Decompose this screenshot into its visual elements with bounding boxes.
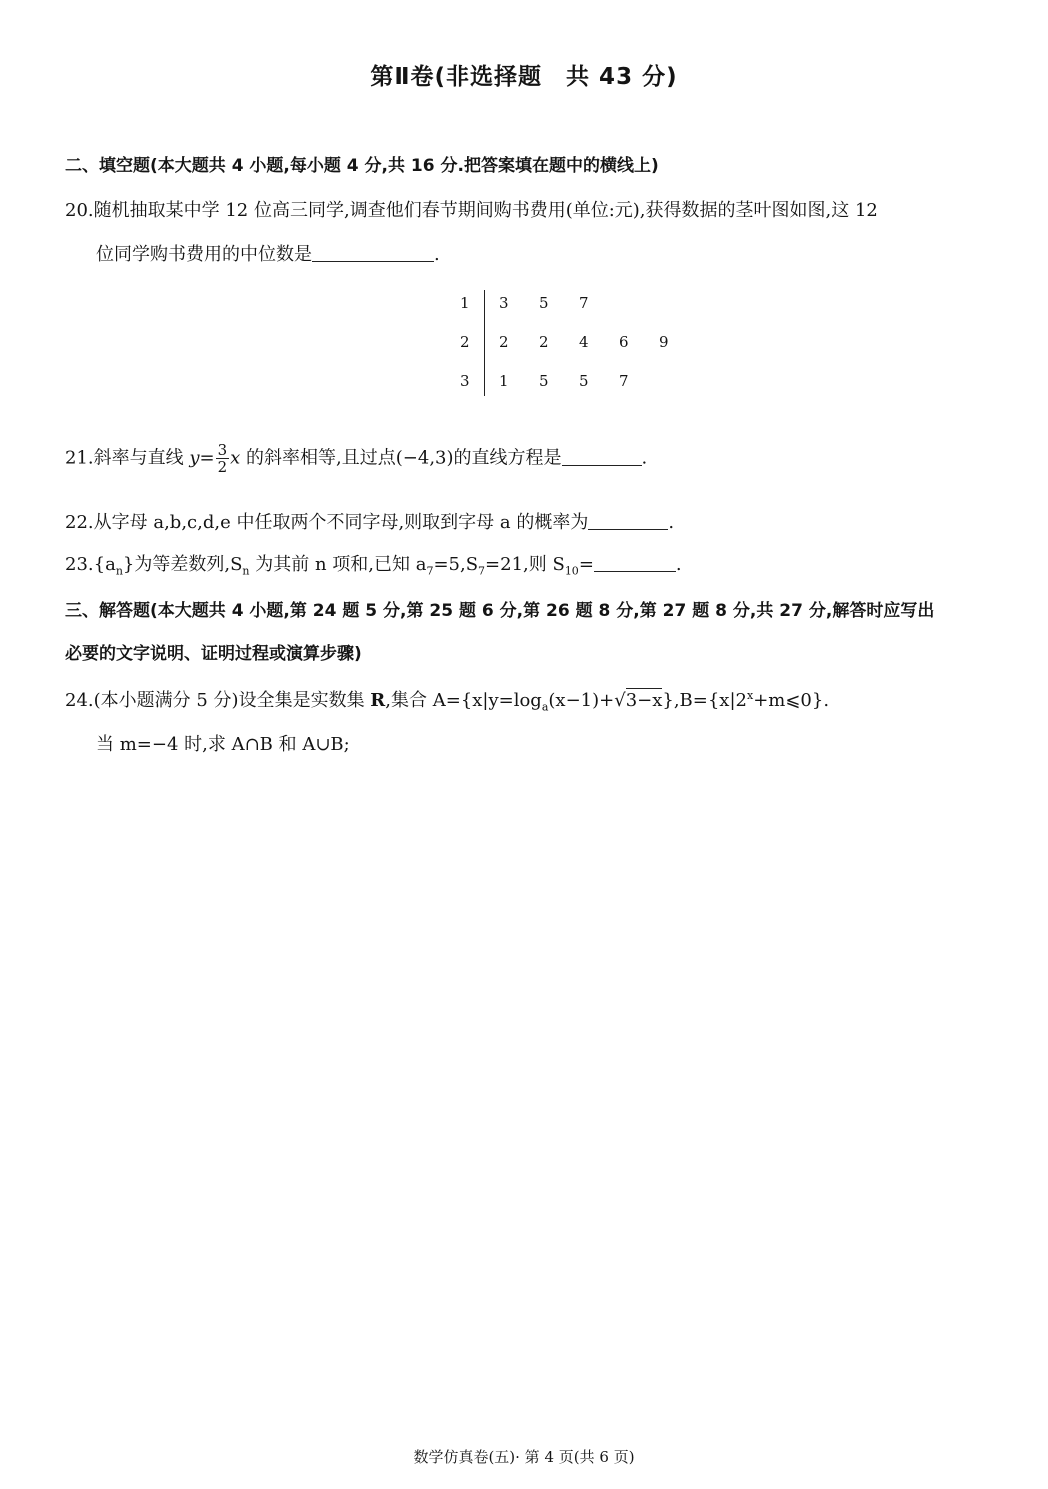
q23-answer-blank[interactable] xyxy=(594,555,676,572)
page-footer: 数学仿真卷(五)· 第 4 页(共 6 页) xyxy=(413,1448,635,1466)
leaf: 2 xyxy=(499,333,509,351)
q23-text: =5,S xyxy=(433,554,479,575)
subscript: n xyxy=(115,564,123,578)
leaf: 9 xyxy=(659,333,669,351)
stem-2: 2 xyxy=(460,333,470,351)
real-set-symbol: R xyxy=(370,690,386,711)
q21-x: x xyxy=(230,447,241,469)
q24-text: +m⩽0}. xyxy=(753,690,830,711)
q24-text: 24.(本小题满分 5 分)设全集是实数集 xyxy=(65,690,371,711)
page-title: 第Ⅱ卷(非选择题 共 43 分) xyxy=(370,64,678,90)
fraction-numerator: 3 xyxy=(217,441,228,459)
subscript: 10 xyxy=(564,564,579,578)
q22 xyxy=(65,508,674,534)
q20-end: . xyxy=(434,244,440,265)
fraction xyxy=(216,442,230,475)
q23-text: =21,则 S xyxy=(485,554,565,575)
section2-heading: 二、填空题(本大题共 4 小题,每小题 4 分,共 16 分.把答案填在题中的横线上) xyxy=(65,156,659,176)
q20-line2 xyxy=(96,240,440,266)
subscript: n xyxy=(242,564,250,578)
q24-line1 xyxy=(65,686,829,714)
subscript: a xyxy=(541,700,549,714)
leaf: 5 xyxy=(539,294,549,312)
q21 xyxy=(65,442,647,475)
q21-y: y= xyxy=(189,447,215,469)
leaf: 3 xyxy=(499,294,509,312)
subscript: 7 xyxy=(478,564,486,578)
stem-divider xyxy=(484,290,485,396)
q20-line1: 20.随机抽取某中学 12 位高三同学,调查他们春节期间购书费用(单位:元),获得数据的茎叶图如图,这 12 xyxy=(65,200,878,221)
q20-text: 位同学购书费用的中位数是 xyxy=(96,244,312,265)
subscript: 7 xyxy=(426,564,434,578)
q21-suffix: 的斜率相等,且过点(−4,3)的直线方程是 xyxy=(240,447,562,469)
q21-end: . xyxy=(641,447,648,469)
q22-text: 22.从字母 a,b,c,d,e 中任取两个不同字母,则取到字母 a 的概率为 xyxy=(65,512,589,533)
section3-heading-line2: 必要的文字说明、证明过程或演算步骤) xyxy=(65,644,362,664)
leaf: 7 xyxy=(619,372,629,390)
leaf: 1 xyxy=(499,372,509,390)
section3-heading-line1: 三、解答题(本大题共 4 小题,第 24 题 5 分,第 25 题 6 分,第 26 题 8 分,第 27 题 8 分,共 27 分,解答时应写出 xyxy=(65,601,935,621)
leaf: 5 xyxy=(579,372,589,390)
q22-answer-blank[interactable] xyxy=(588,513,668,530)
q23-text: = xyxy=(578,554,594,575)
leaf: 7 xyxy=(579,294,589,312)
q23-text: 为其前 n 项和,已知 a xyxy=(249,554,427,575)
q24-line2: 当 m=−4 时,求 A∩B 和 A∪B; xyxy=(96,734,350,755)
q20-answer-blank[interactable] xyxy=(312,245,434,262)
sqrt-radicand: 3−x xyxy=(625,690,663,711)
leaf: 2 xyxy=(539,333,549,351)
stem-1: 1 xyxy=(460,294,470,312)
q23 xyxy=(65,550,682,578)
stem-3: 3 xyxy=(460,372,470,390)
leaf: 4 xyxy=(579,333,589,351)
q23-text: }为等差数列,S xyxy=(122,554,243,575)
q22-end: . xyxy=(668,512,675,533)
q21-answer-blank[interactable] xyxy=(562,449,642,466)
q24-text: ,集合 A={x|y=log xyxy=(385,690,542,711)
superscript: x xyxy=(746,689,754,702)
q23-text: 23.{a xyxy=(65,554,116,575)
fraction-denominator: 2 xyxy=(217,458,228,476)
q23-end: . xyxy=(675,554,682,575)
q24-text: (x−1)+√ xyxy=(548,690,626,711)
q24-text: },B={x|2 xyxy=(662,690,747,711)
leaf: 6 xyxy=(619,333,629,351)
q21-prefix: 21.斜率与直线 xyxy=(65,447,190,469)
leaf: 5 xyxy=(539,372,549,390)
